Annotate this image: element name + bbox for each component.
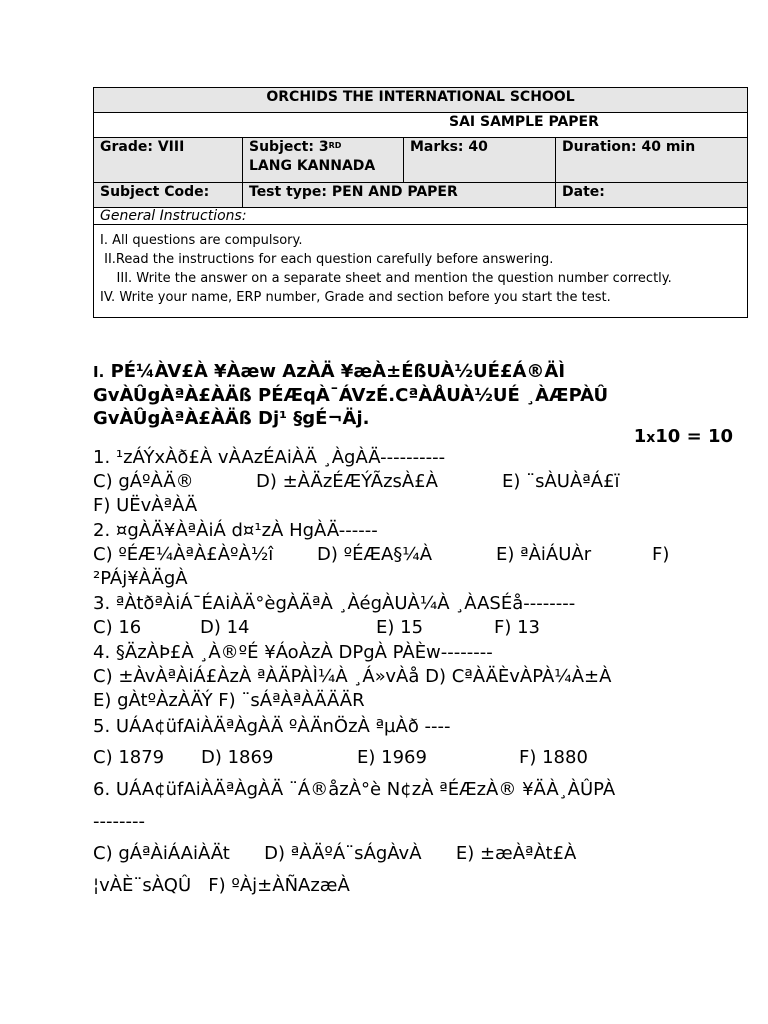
question-6-stem: 6. UÁA¢üfAiÀÄªÀgÀÄ ¨Á®åzÀ°è N¢zÀ ªÉÆzÀ® ¥ÄÀ¸ÀÛPÀ: [93, 779, 616, 800]
school-name: ORCHIDS THE INTERNATIONAL SCHOOL: [94, 88, 748, 113]
option-f: F) UËvÀªÀÄ: [93, 495, 198, 516]
instruction-4: IV. Write your name, ERP number, Grade and section before you start the test.: [100, 290, 611, 305]
section-title-line-1: I. PÉ¼ÀV£À ¥Àæw AzÀÄ ¥æÀ±ÉßUÀ½UÉ£Á®ÄÌ: [93, 361, 566, 382]
option-e: E) 15: [376, 617, 424, 638]
marks-cell: Marks: 40: [404, 138, 556, 183]
subject-code-cell: Subject Code:: [94, 183, 243, 208]
subject-name: LANG KANNADA: [249, 158, 376, 174]
question-1-stem: 1. ¹zÁÝxÀð£À vÀAzÉAiÀÄ ¸ÀgÀÄ----------: [93, 447, 446, 468]
question-4-options-cd: C) ±ÀvÀªÀiÁ£ÀzÀ ªÀÄPÀÌ¼À ¸Á»vÀå D) CªÀÄÈvÀPÀ¼À±À: [93, 666, 612, 687]
question-5-stem: 5. UÁA¢üfAiÀÄªÀgÀÄ ºÀÄnÖzÀ ªµÀð ----: [93, 716, 451, 737]
section-title-line-2: GvÀÛgÀªÀ£ÀÄß PÉÆqÀ¯ÁVzÉ.CªÀÅUÀ½UÉ ¸ÀÆPÀÛ: [93, 385, 609, 406]
question-6-options-ef: ¦vÀÈ¨sÀQÛ F) ºÀj±ÀÑAzæÀ: [93, 875, 350, 896]
question-2: [93, 520, 733, 592]
instruction-1: I. All questions are compulsory.: [100, 233, 303, 248]
question-4: [93, 642, 733, 714]
question-1-options: [93, 471, 733, 495]
subject-superscript: RD: [328, 141, 342, 150]
option-c: C) 16: [93, 617, 142, 638]
question-2-options: [93, 544, 733, 568]
paper-title: SAI SAMPLE PAPER: [94, 113, 748, 138]
duration-cell: Duration: 40 min: [556, 138, 748, 183]
option-c: C) ºÉÆ¼ÀªÀ£ÀºÀ½î: [93, 544, 274, 565]
option-f: F): [652, 544, 670, 565]
question-6-options-cde: C) gÁªÀiÁAiÀÄt D) ªÀÄºÁ¨sÁgÀvÀ E) ±æÀªÀt£À: [93, 843, 577, 864]
question-5: [93, 716, 733, 771]
question-3-stem: 3. ªÀtðªÀiÁ¯ÉAiÀÄ°ègÀÄªÀ ¸ÀégÀUÀ¼À ¸ÀASÉå--------: [93, 593, 576, 614]
option-f-continued: ²PÁj¥ÀÄgÀ: [93, 568, 188, 589]
question-6-stem-continued: --------: [93, 811, 145, 832]
instruction-3: III. Write the answer on a separate sheet and mention the question number correctly.: [100, 271, 672, 286]
section-heading: [93, 360, 733, 430]
option-d: D) 1869: [201, 747, 274, 768]
test-type-cell: Test type: PEN AND PAPER: [243, 183, 556, 208]
question-3-options: [93, 617, 733, 641]
question-3: [93, 593, 733, 641]
option-f: F) 1880: [519, 747, 588, 768]
subject-label: Subject: 3: [249, 139, 329, 155]
instructions-list: [94, 225, 748, 318]
option-e: E) ¨sÀUÀªÁ£ï: [502, 471, 620, 492]
instructions-label: General Instructions:: [94, 208, 748, 225]
date-cell: Date:: [556, 183, 748, 208]
option-e: E) 1969: [357, 747, 427, 768]
instruction-2: II.Read the instructions for each question carefully before answering.: [100, 252, 554, 267]
option-d: D) ºÉÆA§¼À: [317, 544, 433, 565]
option-f: F) 13: [494, 617, 541, 638]
question-2-stem: 2. ¤gÀÄ¥ÀªÀiÁ d¤¹zÀ HgÀÄ------: [93, 520, 378, 541]
subject-cell: [243, 138, 404, 183]
section-roman: I.: [93, 363, 105, 381]
question-1: [93, 447, 733, 519]
section-title-line-3: GvÀÛgÀªÀ£ÀÄß Dj¹ §gÉ¬Äj.: [93, 408, 370, 429]
question-6: [93, 779, 733, 907]
question-5-options: [93, 747, 733, 771]
option-c: C) 1879: [93, 747, 165, 768]
section-marks: 1x10 = 10: [633, 426, 733, 447]
option-d: D) 14: [200, 617, 250, 638]
option-d: D) ±ÀÄzÉÆÝÃzsÀ£À: [256, 471, 438, 492]
grade-cell: Grade: VIII: [94, 138, 243, 183]
question-4-options-ef: E) gÀtºÀzÀÄÝ F) ¨sÁªÀªÀÄÄÄR: [93, 690, 365, 711]
question-4-stem: 4. §ÄzÀÞ£À ¸À®ºÉ ¥ÁoÀzÀ DPgÀ PÀÈw--------: [93, 642, 493, 663]
option-c: C) gÁºÀÄ®: [93, 471, 194, 492]
header-table: [93, 87, 748, 318]
option-e: E) ªÀiÁUÀr: [496, 544, 592, 565]
